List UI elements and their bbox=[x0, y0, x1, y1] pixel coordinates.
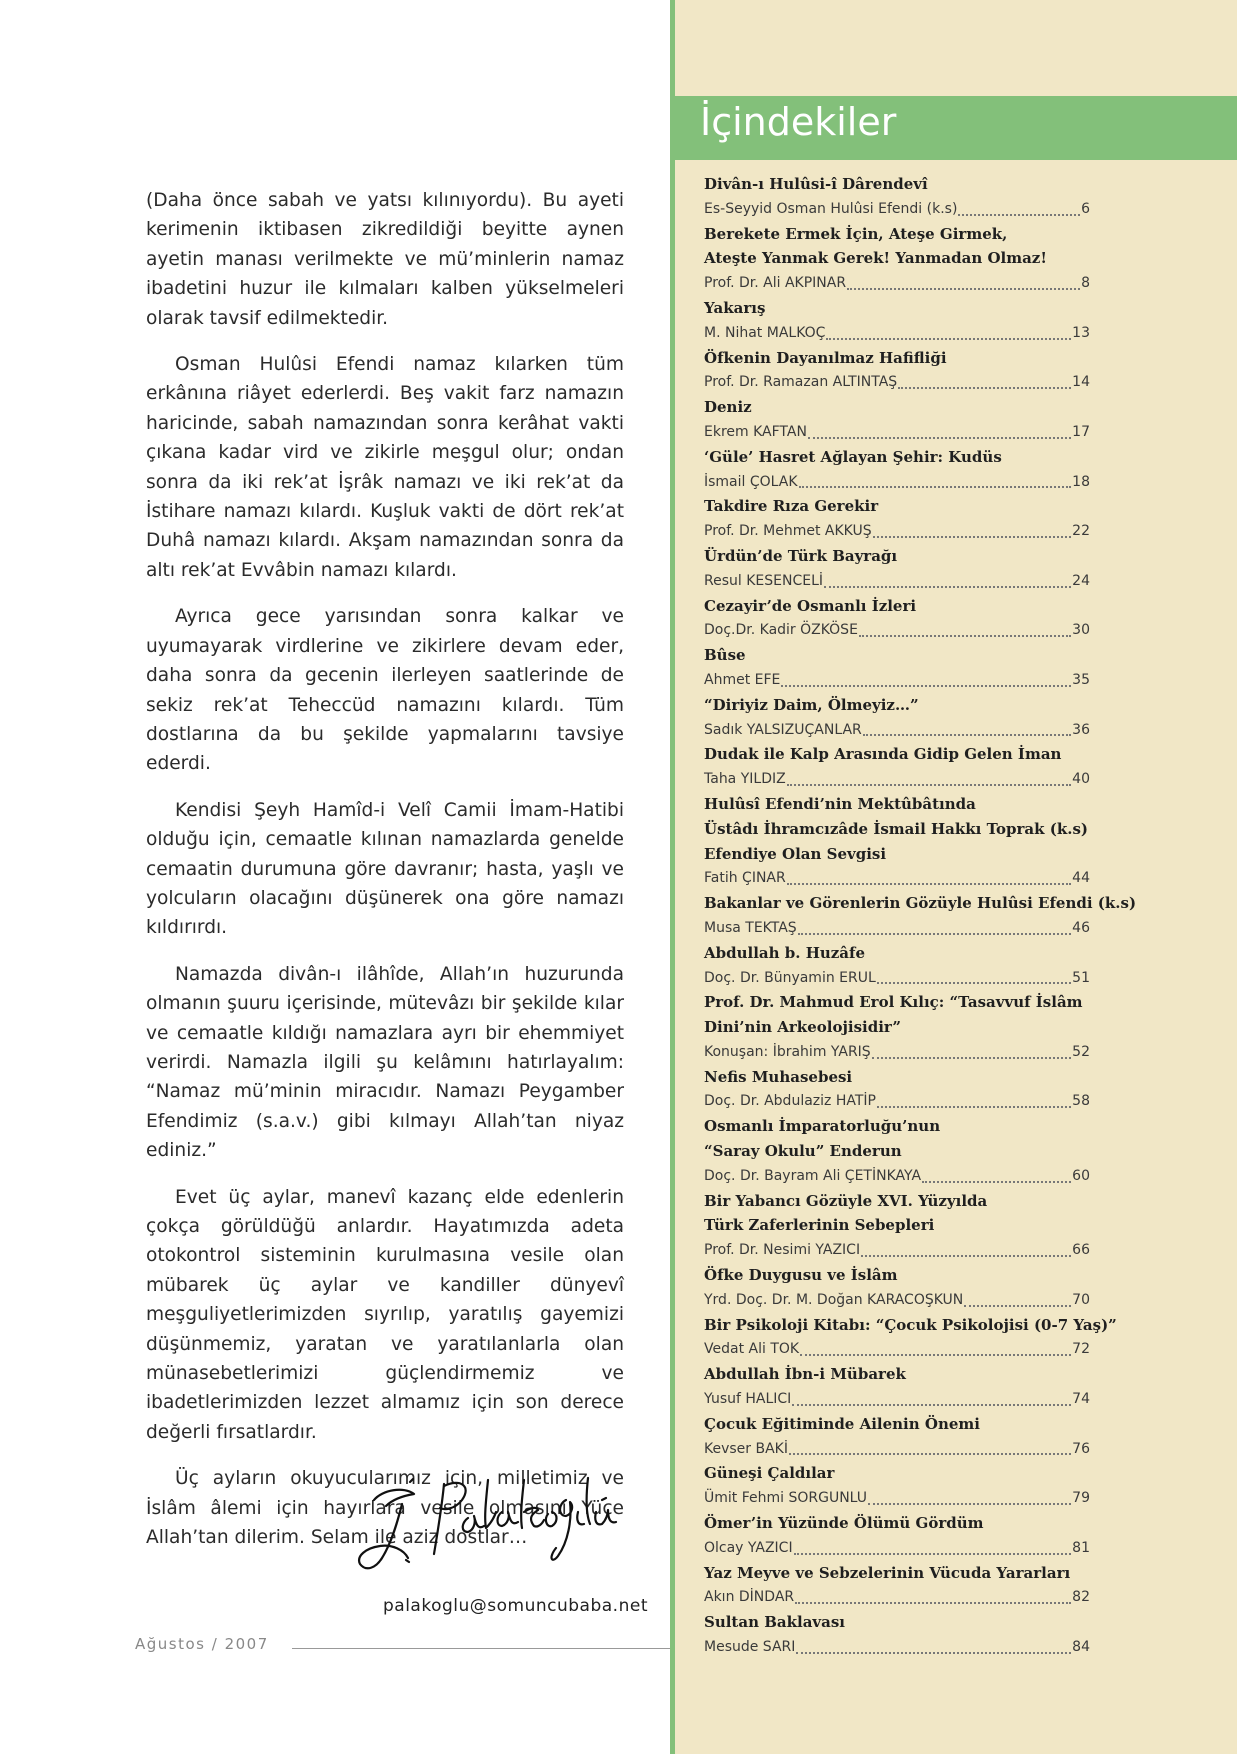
toc-entry-page: 17 bbox=[1072, 423, 1090, 440]
toc-entry-page: 36 bbox=[1072, 721, 1090, 738]
dot-leader bbox=[789, 1452, 1071, 1455]
toc-entry-title: Öfke Duygusu ve İslâm bbox=[704, 1266, 898, 1285]
toc-entry-page: 30 bbox=[1072, 622, 1090, 639]
toc-entry-author-line bbox=[704, 767, 1090, 792]
toc-entry-title: Güneşi Çaldılar bbox=[704, 1464, 835, 1483]
toc-entry-page: 72 bbox=[1072, 1341, 1090, 1358]
toc-entry-author-line bbox=[704, 1089, 1090, 1114]
toc-entry-title: “Diriyiz Daim, Ölmeyiz…” bbox=[704, 695, 919, 714]
toc-entry-page: 35 bbox=[1072, 671, 1090, 688]
toc-entry[interactable] bbox=[704, 445, 1090, 495]
toc-entry[interactable] bbox=[704, 941, 1090, 991]
toc-entry-author: Taha YILDIZ bbox=[704, 771, 786, 788]
toc-entry[interactable] bbox=[704, 395, 1090, 445]
toc-entry-title: Cezayir’de Osmanlı İzleri bbox=[704, 596, 917, 615]
toc-entry-author-line bbox=[704, 271, 1090, 296]
dot-leader bbox=[794, 1552, 1072, 1555]
toc-entry-page: 40 bbox=[1072, 771, 1090, 788]
toc-entry-author: Akın DİNDAR bbox=[704, 1589, 795, 1606]
toc-entry-page: 58 bbox=[1072, 1093, 1090, 1110]
toc-entry-author-line bbox=[704, 1585, 1090, 1610]
toc-entry-author: Ahmet EFE bbox=[704, 671, 781, 688]
toc-entry[interactable] bbox=[704, 990, 1090, 1064]
toc-entry-author-line bbox=[704, 668, 1090, 693]
toc-entry[interactable] bbox=[704, 494, 1090, 544]
toc-entry-title: Bûse bbox=[704, 646, 746, 665]
dot-leader bbox=[781, 684, 1071, 687]
dot-leader bbox=[859, 634, 1071, 637]
toc-entry-title: Ateşte Yanmak Gerek! Yanmadan Olmaz! bbox=[704, 249, 1047, 268]
toc-entry-author: Ümit Fehmi SORGUNLU bbox=[704, 1490, 868, 1507]
dot-leader bbox=[898, 386, 1071, 389]
dot-leader bbox=[873, 535, 1072, 538]
dot-leader bbox=[798, 932, 1071, 935]
toc-entry-page: 6 bbox=[1081, 200, 1090, 217]
toc-entry[interactable] bbox=[704, 1561, 1090, 1611]
toc-entry[interactable] bbox=[704, 296, 1090, 346]
toc-entry-page: 8 bbox=[1081, 275, 1090, 292]
toc-entry-title: Bir Psikoloji Kitabı: “Çocuk Psikolojisi (0-7 Yaş)” bbox=[704, 1315, 1117, 1334]
toc-entry-author: Yusuf HALICI bbox=[704, 1391, 792, 1408]
toc-entry-author-line bbox=[704, 519, 1090, 544]
toc-entry-title: Takdire Rıza Gerekir bbox=[704, 497, 879, 516]
toc-heading: İçindekiler bbox=[700, 100, 897, 144]
toc-entry-author: Doç.Dr. Kadir ÖZKÖSE bbox=[704, 622, 858, 639]
toc-entry[interactable] bbox=[704, 222, 1090, 296]
article-paragraph: Evet üç aylar, manevî kazanç elde edenlerin çokça görüldüğü anlardır. Hayatımızda adeta otokontrol sisteminin kurulmasına vesile olan mübarek üç aylar ve kandiller dünyevî meşguliyetlerimizden sıyrılıp, yaratılış gayemizi düşünmemiz, yaratan ve yaratılanlarla olan münasebetlerimizi güçlendirmemiz ve ibadetlerimizden lezzet almamız için son derece değerli fırsatlardır. bbox=[146, 1186, 624, 1443]
toc-entry-author-line bbox=[704, 1288, 1090, 1313]
toc-entry[interactable] bbox=[704, 792, 1090, 891]
toc-entry-page: 81 bbox=[1072, 1539, 1090, 1556]
toc-entry-page: 14 bbox=[1072, 374, 1090, 391]
dot-leader bbox=[795, 1601, 1071, 1604]
toc-entry-title: Hulûsî Efendi’nin Mektûbâtında bbox=[704, 794, 976, 813]
toc-entry-author: Prof. Dr. Ramazan ALTINTAŞ bbox=[704, 374, 898, 391]
toc-entry-author: Kevser BAKİ bbox=[704, 1440, 788, 1457]
toc-entry-page: 24 bbox=[1072, 572, 1090, 589]
dot-leader bbox=[872, 1056, 1071, 1059]
toc-entry-page: 84 bbox=[1072, 1639, 1090, 1656]
toc-entry[interactable] bbox=[704, 1511, 1090, 1561]
dot-leader bbox=[922, 1180, 1071, 1183]
toc-entry-page: 13 bbox=[1072, 324, 1090, 341]
toc-entry[interactable] bbox=[704, 544, 1090, 594]
toc-entry-title: Deniz bbox=[704, 398, 752, 417]
article-paragraph: (Daha önce sabah ve yatsı kılınıyordu). Bu ayeti kerimenin iktibasen zikredildiği beyitte aynen ayetin manası verilmekte ve mü’minlerin namaz ibadetini huzur ile kılmaları kalben yükselmeleri olarak tavsif edilmektedir. bbox=[146, 190, 624, 329]
article-body bbox=[146, 186, 624, 1569]
toc-entry[interactable] bbox=[704, 1189, 1090, 1263]
dot-leader bbox=[800, 1353, 1071, 1356]
toc-entry-author: Doç. Dr. Bünyamin ERUL bbox=[704, 969, 876, 986]
dot-leader bbox=[964, 1304, 1071, 1307]
toc-entry-title: Yakarış bbox=[704, 298, 766, 317]
footer-date: Ağustos / 2007 bbox=[135, 1635, 269, 1653]
toc-entry[interactable] bbox=[704, 346, 1090, 396]
toc-entry-title: Türk Zaferlerinin Sebepleri bbox=[704, 1216, 935, 1235]
toc-entry[interactable] bbox=[704, 643, 1090, 693]
toc-entry-title: Osmanlı İmparatorluğu’nun bbox=[704, 1117, 941, 1136]
toc-entry-author-line bbox=[704, 1387, 1090, 1412]
toc-entry-author: Konuşan: İbrahim YARIŞ bbox=[704, 1043, 871, 1060]
toc-entry[interactable] bbox=[704, 1263, 1090, 1313]
toc-entry[interactable] bbox=[704, 594, 1090, 644]
toc-entry-page: 52 bbox=[1072, 1043, 1090, 1060]
toc-entry-title: Efendiye Olan Sevgisi bbox=[704, 844, 887, 863]
toc-entry-author-line bbox=[704, 1437, 1090, 1462]
toc-entry-author-line bbox=[704, 618, 1090, 643]
dot-leader bbox=[958, 213, 1080, 216]
dot-leader bbox=[863, 733, 1071, 736]
toc-entry[interactable] bbox=[704, 172, 1090, 222]
toc-entry-title: Ömer’in Yüzünde Ölümü Gördüm bbox=[704, 1514, 984, 1533]
footer-rule bbox=[292, 1648, 670, 1649]
article-paragraph: Namazda divân-ı ilâhîde, Allah’ın huzurunda olmanın şuuru içerisinde, mütevâzı bir şekilde kılar ve cemaatle kıldığı namazlara ayrı bir ehemmiyet verirdi. Namazla ilgili şu kelâmını hatırlayalım: “Namaz mü’minin miracıdır. Namazı Peygamber Efendimiz (s.a.v.) gibi kılmayı Allah’tan niyaz ediniz.” bbox=[146, 963, 624, 1162]
toc-entry[interactable] bbox=[704, 693, 1090, 743]
toc-entry[interactable] bbox=[704, 1065, 1090, 1115]
toc-entry-author-line bbox=[704, 1536, 1090, 1561]
toc-entry-author: İsmail ÇOLAK bbox=[704, 473, 798, 490]
toc-entry-page: 76 bbox=[1072, 1440, 1090, 1457]
toc-entry-title: Sultan Baklavası bbox=[704, 1613, 845, 1632]
toc-entry-author: Ekrem KAFTAN bbox=[704, 423, 807, 440]
toc-entry-author: Olcay YAZICI bbox=[704, 1539, 793, 1556]
toc-entry-author-line bbox=[704, 1337, 1090, 1362]
toc-entry-title: Çocuk Eğitiminde Ailenin Önemi bbox=[704, 1414, 980, 1433]
toc-entry-title: Yaz Meyve ve Sebzelerinin Vücuda Yararları bbox=[704, 1563, 1071, 1582]
dot-leader bbox=[861, 1254, 1071, 1257]
dot-leader bbox=[877, 1105, 1071, 1108]
toc-entry[interactable] bbox=[704, 1461, 1090, 1511]
toc-entry[interactable] bbox=[704, 1362, 1090, 1412]
toc-entry[interactable] bbox=[704, 1412, 1090, 1462]
article-paragraph: Üç ayların okuyucularımız için, milletimiz ve İslâm âlemi için hayırlara vesile olmasını Yüce Allah’tan dilerim. Selam ile aziz dostlar… bbox=[146, 1468, 624, 1549]
toc-entry-title: Ürdün’de Türk Bayrağı bbox=[704, 546, 898, 565]
toc-entry-title: “Saray Okulu” Enderun bbox=[704, 1142, 902, 1161]
toc-entry-author: Sadık YALSIZUÇANLAR bbox=[704, 721, 862, 738]
dot-leader bbox=[796, 1651, 1071, 1654]
toc-entry-author-line bbox=[704, 966, 1090, 991]
toc-entry-title: Bir Yabancı Gözüyle XVI. Yüzyılda bbox=[704, 1191, 988, 1210]
toc-entry-title: Berekete Ermek İçin, Ateşe Girmek, bbox=[704, 224, 1008, 243]
dot-leader bbox=[799, 485, 1072, 488]
toc-entry-page: 60 bbox=[1072, 1167, 1090, 1184]
toc-entry-title: Dudak ile Kalp Arasında Gidip Gelen İman bbox=[704, 745, 1062, 764]
toc-entry[interactable] bbox=[704, 1610, 1090, 1660]
toc-entry-page: 74 bbox=[1072, 1391, 1090, 1408]
toc-entry-page: 51 bbox=[1072, 969, 1090, 986]
toc-entry-author-line bbox=[704, 1486, 1090, 1511]
toc-entry-author: Doç. Dr. Abdulaziz HATİP bbox=[704, 1093, 876, 1110]
toc-list bbox=[704, 172, 1137, 1660]
toc-entry-author: Mesude SARI bbox=[704, 1639, 796, 1656]
toc-entry-author: Resul KESENCELİ bbox=[704, 572, 823, 589]
toc-entry[interactable] bbox=[704, 891, 1137, 941]
toc-entry-author-line bbox=[704, 1164, 1090, 1189]
dot-leader bbox=[847, 287, 1080, 290]
toc-entry-page: 18 bbox=[1072, 473, 1090, 490]
dot-leader bbox=[826, 337, 1071, 340]
toc-entry-author-line bbox=[704, 1635, 1090, 1660]
article-paragraph: Ayrıca gece yarısından sonra kalkar ve uyumayarak virdlerine ve zikirlere devam eder, daha sonra da gecenin ilerleyen saatlerinde de sekiz rek’at Teheccüd namazını kılardı. Tüm dostlarına da bu şekilde yapmalarını tavsiye ederdi. bbox=[146, 606, 624, 775]
article-paragraph: Osman Hulûsi Efendi namaz kılarken tüm erkânına riâyet ederlerdi. Beş vakit farz namazın haricinde, sabah namazından sonra kerâhat vakti çıkana kadar vird ve zikirle meşgul olur; ondan sonra da iki rek’at İşrâk namazı ve iki rek’at da İstihare namazı kılardı. Kuşluk vakti de dört rek’at Duhâ namazı kılardı. Akşam namazından sonra da altı rek’at Evvâbin namazı kılardı. bbox=[146, 354, 624, 581]
toc-entry[interactable] bbox=[704, 742, 1090, 792]
toc-entry-author-line bbox=[704, 916, 1090, 941]
toc-entry-author-line bbox=[704, 718, 1090, 743]
dot-leader bbox=[824, 585, 1071, 588]
toc-entry-page: 22 bbox=[1072, 523, 1090, 540]
toc-entry-title: Abdullah İbn-i Mübarek bbox=[704, 1365, 906, 1384]
toc-entry-author-line bbox=[704, 370, 1090, 395]
dot-leader bbox=[787, 882, 1071, 885]
toc-entry-title: Bakanlar ve Görenlerin Gözüyle Hulûsi Efendi (k.s) bbox=[704, 894, 1137, 913]
toc-entry-page: 46 bbox=[1072, 919, 1090, 936]
article-paragraph: Kendisi Şeyh Hamîd-i Velî Camii İmam-Hatibi olduğu için, cemaatle kılınan namazlarda genelde cemaatin durumuna göre davranır; hasta, yaşlı ve yolcuların olacağını düşünerek ona göre namazı kıldırırdı. bbox=[146, 799, 624, 939]
toc-entry-title: Nefis Muhasebesi bbox=[704, 1067, 853, 1086]
dot-leader bbox=[792, 1403, 1071, 1406]
toc-entry-author-line bbox=[704, 420, 1090, 445]
dot-leader bbox=[868, 1502, 1071, 1505]
dot-leader bbox=[877, 981, 1071, 984]
toc-entry[interactable] bbox=[704, 1114, 1090, 1188]
toc-entry-page: 82 bbox=[1072, 1589, 1090, 1606]
toc-entry-title: ‘Güle’ Hasret Ağlayan Şehir: Kudüs bbox=[704, 447, 1002, 466]
toc-entry-page: 66 bbox=[1072, 1242, 1090, 1259]
toc-entry-author: Prof. Dr. Nesimi YAZICI bbox=[704, 1242, 861, 1259]
toc-entry-title: Üstâdı İhramcızâde İsmail Hakkı Toprak (k.s) bbox=[704, 819, 1089, 838]
toc-entry-author: Doç. Dr. Bayram Ali ÇETİNKAYA bbox=[704, 1167, 922, 1184]
toc-entry-author-line bbox=[704, 569, 1090, 594]
toc-entry-author: Yrd. Doç. Dr. M. Doğan KARACOŞKUN bbox=[704, 1291, 964, 1308]
toc-entry-title: Divân-ı Hulûsi-î Dârendevî bbox=[704, 175, 928, 193]
toc-entry-page: 70 bbox=[1072, 1291, 1090, 1308]
toc-entry-author: Vedat Ali TOK bbox=[704, 1341, 800, 1358]
toc-entry-title: Abdullah b. Huzâfe bbox=[704, 943, 866, 962]
toc-entry-author: Es-Seyyid Osman Hulûsi Efendi (k.s) bbox=[704, 200, 958, 217]
toc-entry-author: Musa TEKTAŞ bbox=[704, 919, 797, 936]
toc-entry[interactable] bbox=[704, 1313, 1117, 1363]
dot-leader bbox=[787, 783, 1071, 786]
toc-entry-title: Öfkenin Dayanılmaz Hafifliği bbox=[704, 348, 947, 367]
toc-entry-title: Dini’nin Arkeolojisidir” bbox=[704, 1018, 901, 1037]
toc-entry-author-line bbox=[704, 321, 1090, 346]
toc-entry-author-line bbox=[704, 866, 1090, 891]
toc-entry-author-line bbox=[704, 1238, 1090, 1263]
author-signature bbox=[352, 1460, 624, 1592]
author-email: palakoglu@somuncubaba.net bbox=[383, 1596, 648, 1616]
toc-entry-author: Fatih ÇINAR bbox=[704, 870, 786, 887]
toc-entry-title: Prof. Dr. Mahmud Erol Kılıç: “Tasavvuf İslâm bbox=[704, 993, 1083, 1012]
sidebar-green-border bbox=[670, 0, 675, 1754]
toc-entry-author: Prof. Dr. Mehmet AKKUŞ bbox=[704, 523, 872, 540]
toc-entry-page: 44 bbox=[1072, 870, 1090, 887]
toc-entry-author: Prof. Dr. Ali AKPINAR bbox=[704, 275, 847, 292]
toc-entry-author-line bbox=[704, 197, 1090, 222]
toc-entry-author-line bbox=[704, 1040, 1090, 1065]
toc-entry-author-line bbox=[704, 470, 1090, 495]
toc-entry-author: M. Nihat MALKOÇ bbox=[704, 324, 826, 341]
dot-leader bbox=[808, 436, 1071, 439]
toc-entry-page: 79 bbox=[1072, 1490, 1090, 1507]
